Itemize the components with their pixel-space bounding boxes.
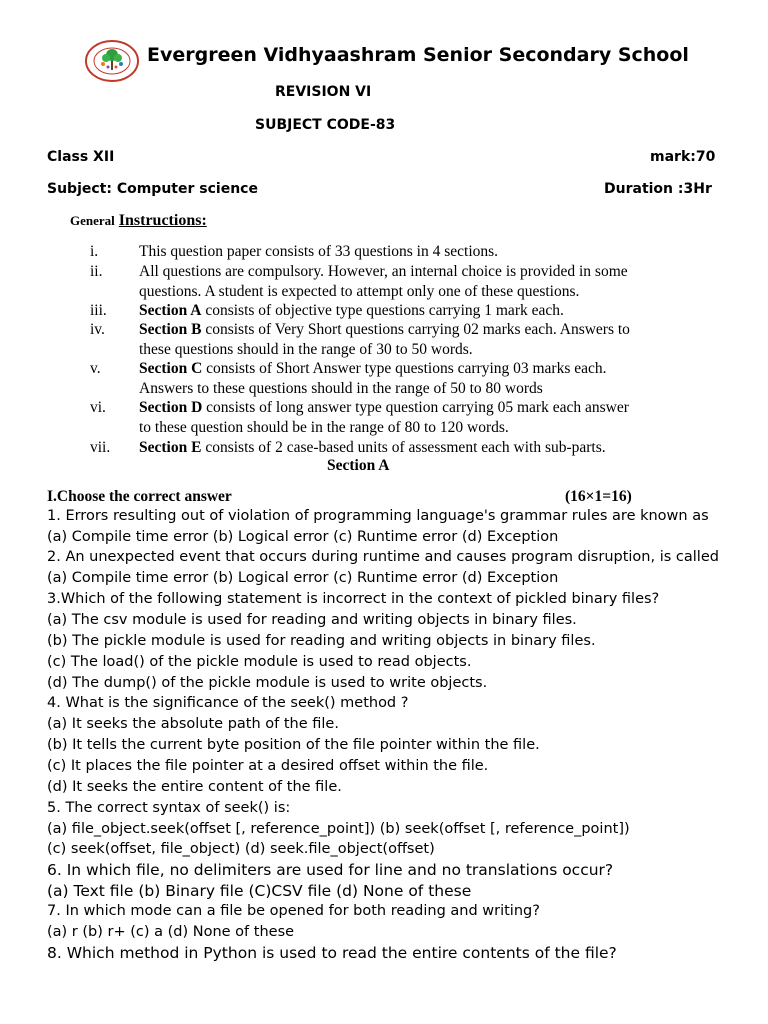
instruction-line: consists of long answer type question carrying 05 mark each answer	[202, 399, 629, 416]
instruction-text	[139, 301, 729, 321]
instructions-word: Instructions:	[118, 212, 207, 229]
question-line: (b) The pickle module is used for reading and writing objects in binary files.	[47, 633, 596, 649]
question-line: (b) It tells the current byte position of the file pointer within the file.	[47, 737, 540, 753]
question-line: (c) It places the file pointer at a desired offset within the file.	[47, 758, 489, 774]
question-line: (a) file_object.seek(offset [, reference_point]) (b) seek(offset [, reference_point])	[47, 821, 630, 837]
school-logo	[84, 40, 140, 82]
instruction-number: vi.	[90, 399, 106, 416]
instruction-line: Answers to these questions should in the range of 50 to 80 words	[139, 379, 543, 397]
choose-heading: I.Choose the correct answer	[47, 488, 232, 505]
question-line: (a) Compile time error (b) Logical error (c) Runtime error (d) Exception	[47, 570, 559, 586]
question-line: 7. In which mode can a file be opened for both reading and writing?	[47, 903, 540, 919]
section-name: Section D	[139, 399, 203, 416]
school-name: Evergreen Vidhyaashram Senior Secondary School	[147, 44, 689, 66]
instruction-item	[90, 398, 730, 438]
question-line: (a) It seeks the absolute path of the file.	[47, 716, 339, 732]
instruction-item	[90, 262, 730, 302]
total-marks: mark:70	[650, 149, 716, 165]
question-line: (d) The dump() of the pickle module is used to write objects.	[47, 675, 488, 691]
instruction-line: consists of objective type questions carrying 1 mark each.	[201, 302, 564, 319]
instruction-line: consists of Short Answer type questions carrying 03 marks each.	[202, 360, 607, 377]
instruction-text	[139, 398, 729, 437]
subject-code: SUBJECT CODE-83	[255, 117, 396, 133]
instruction-line: questions. A student is expected to attempt only one of these questions.	[139, 282, 580, 300]
instruction-line: to these question should be in the range of 80 to 120 words.	[139, 418, 509, 436]
section-marks: (16×1=16)	[565, 488, 632, 505]
instruction-text: This question paper consists of 33 questions in 4 sections.	[139, 243, 499, 260]
section-name: Section B	[139, 321, 202, 338]
question-line: (a) r (b) r+ (c) a (d) None of these	[47, 924, 295, 940]
question-line: (c) The load() of the pickle module is used to read objects.	[47, 654, 472, 670]
instruction-line: consists of Very Short questions carrying 02 marks each. Answers to	[201, 321, 630, 338]
instruction-line: consists of 2 case-based units of assessment each with sub-parts.	[201, 439, 606, 456]
instruction-item	[90, 242, 730, 262]
instruction-text	[139, 359, 729, 398]
question-line: (d) It seeks the entire content of the file.	[47, 779, 342, 795]
question-line: 4. What is the significance of the seek() method ?	[47, 695, 409, 711]
question-line: 2. An unexpected event that occurs during runtime and causes program disruption, is called	[47, 549, 719, 565]
question-line: 1. Errors resulting out of violation of programming language's grammar rules are known as	[47, 508, 709, 524]
section-name: Section C	[139, 360, 203, 377]
instruction-number: v.	[90, 360, 101, 377]
instruction-item	[90, 301, 730, 321]
question-line: 8. Which method in Python is used to read the entire contents of the file?	[47, 944, 617, 962]
instruction-number: i.	[90, 243, 99, 260]
general-instructions-heading	[70, 212, 207, 230]
question-line: 3.Which of the following statement is incorrect in the context of pickled binary files?	[47, 591, 660, 607]
instruction-item	[90, 438, 730, 458]
section-a-title: Section A	[327, 457, 390, 474]
instruction-line: All questions are compulsory. However, an internal choice is provided in some	[139, 263, 628, 280]
revision-title: REVISION VI	[275, 84, 372, 100]
question-line: (a) Compile time error (b) Logical error (c) Runtime error (d) Exception	[47, 529, 559, 545]
instruction-line: these questions should in the range of 30 to 50 words.	[139, 340, 473, 358]
instruction-item	[90, 320, 730, 360]
instruction-number: iii.	[90, 302, 107, 319]
instruction-number: vii.	[90, 439, 111, 456]
instruction-text	[139, 438, 729, 458]
instruction-text	[139, 262, 729, 301]
subject-label: Subject: Computer science	[47, 181, 258, 197]
question-line: (a) The csv module is used for reading and writing objects in binary files.	[47, 612, 577, 628]
instruction-text	[139, 320, 729, 359]
duration-label: Duration :3Hr	[604, 181, 712, 197]
section-name: Section E	[139, 439, 202, 456]
question-line: 5. The correct syntax of seek() is:	[47, 800, 291, 816]
class-label: Class XII	[47, 149, 115, 165]
section-name: Section A	[139, 302, 202, 319]
question-line: 6. In which file, no delimiters are used for line and no translations occur?	[47, 861, 614, 879]
question-line: (c) seek(offset, file_object) (d) seek.file_object(offset)	[47, 841, 435, 857]
question-line: (a) Text file (b) Binary file (C)CSV file (d) None of these	[47, 882, 472, 900]
instruction-number: iv.	[90, 321, 105, 338]
general-prefix: General	[70, 213, 115, 228]
instruction-number: ii.	[90, 263, 103, 280]
instruction-item	[90, 359, 730, 399]
